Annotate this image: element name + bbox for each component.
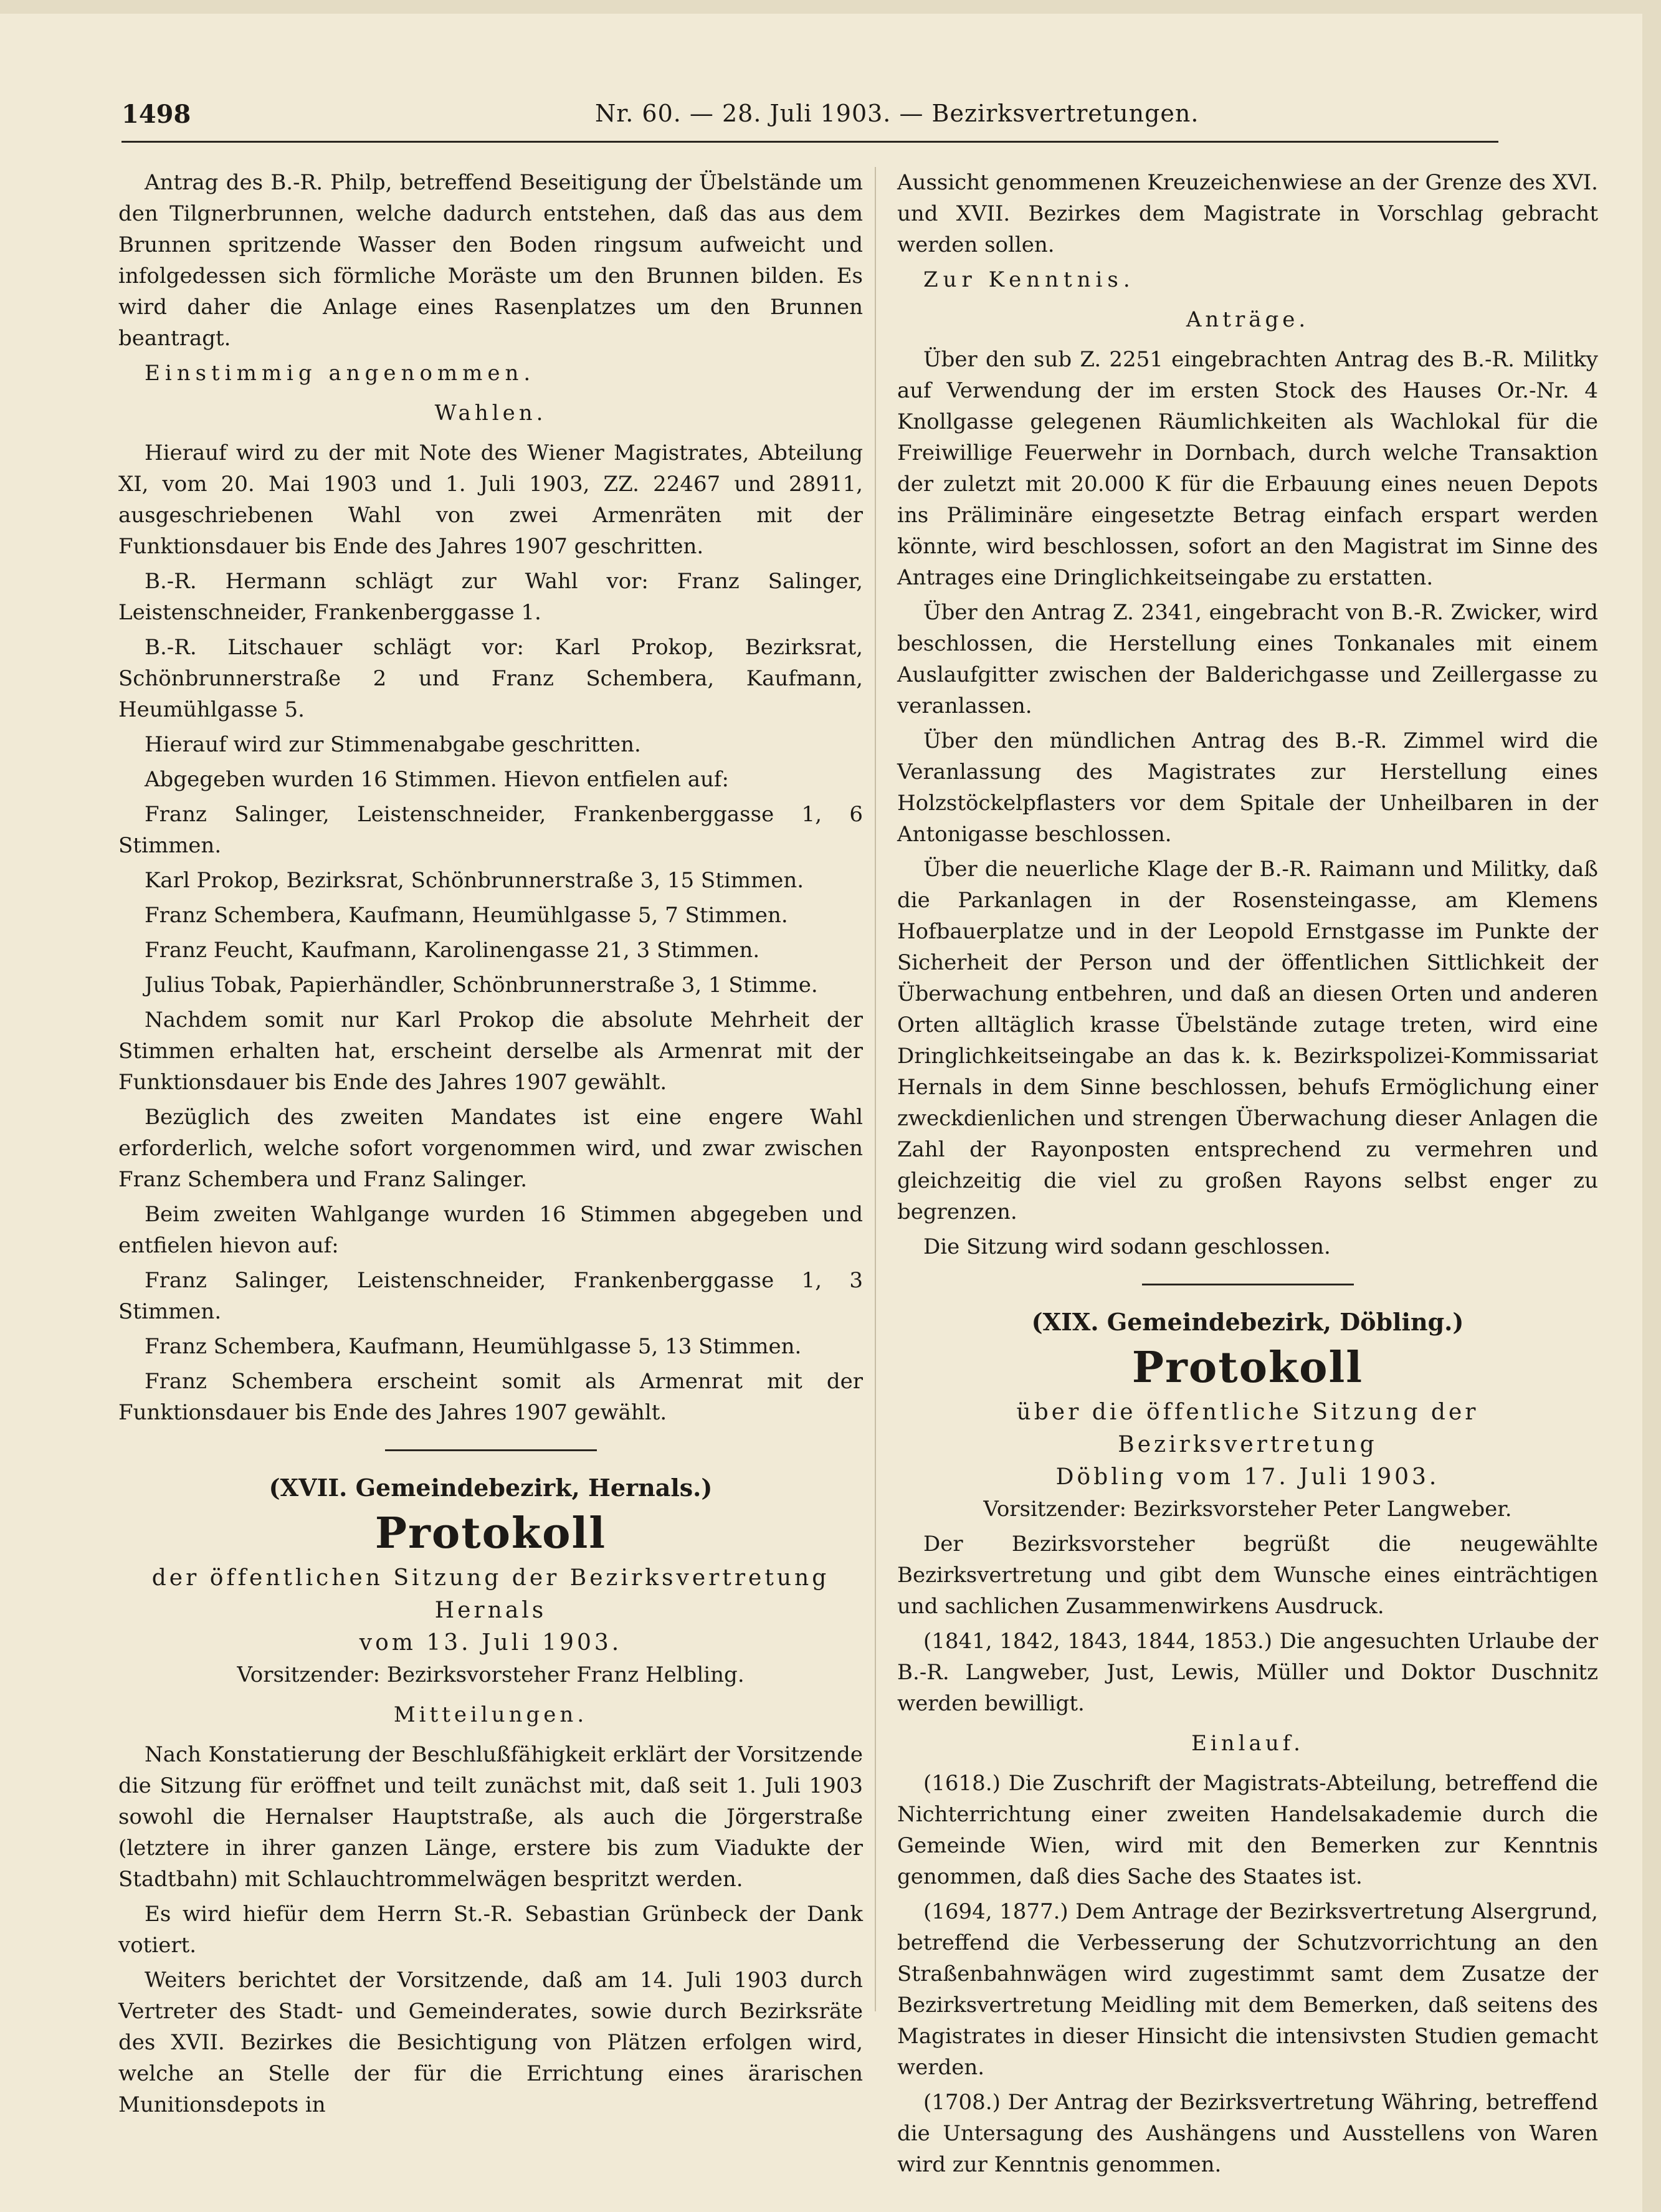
protocol-date: Döbling vom 17. Juli 1903. [1055, 1464, 1440, 1490]
section-separator [1142, 1284, 1354, 1285]
paragraph: (1841, 1842, 1843, 1844, 1853.) Die angesuchten Urlaube der B.-R. Langweber, Just, Lewis, Müller und Doktor Duschnitz werden bewilligt. [897, 1629, 1598, 1716]
resolution-line: Einstimmig angenommen. [145, 361, 536, 386]
paragraph: (1694, 1877.) Dem Antrage der Bezirksvertretung Alsergrund, betreffend die Verbesserung der Schutzvorrichtung an den Straßenbahnwägen wird zugestimmt samt dem Zusatze der Bezirksvertretung Meidling mit dem Bemerken, daß seitens des Magistrates in dieser Hinsicht die intensivsten Studien gemacht werden. [897, 1899, 1598, 2080]
paragraph: Über den mündlichen Antrag des B.-R. Zimmel wird die Veranlassung des Magistrates zur Herstellung eines Holzstöckelpflasters vor dem Spitale der Unheilbaren in der Antonigasse beschlossen. [897, 728, 1598, 847]
paragraph: Über den Antrag Z. 2341, eingebracht von B.-R. Zwicker, wird beschlossen, die Herstellung eines Tonkanales mit einem Auslaufgitter zwischen der Balderichgasse und Zeillergasse zu veranlassen. [897, 600, 1598, 718]
page-header [121, 100, 1498, 137]
paragraph: (1708.) Der Antrag der Bezirksvertretung Währing, betreffend die Untersagung des Aushängens und Ausstellens von Waren wird zur Kenntnis genommen. [897, 2090, 1598, 2177]
protocol-subtitle: der öffentlichen Sitzung der Bezirksvertretung Hernals [151, 1565, 830, 1623]
vote-result: Franz Schembera, Kaufmann, Heumühlgasse 5, 13 Stimmen. [145, 1334, 802, 1359]
paragraph: Über den sub Z. 2251 eingebrachten Antrag des B.-R. Militky auf Verwendung der im ersten Stock des Hauses Or.-Nr. 4 Knollgasse gelegenen Räumlichkeiten als Wachlokal für die Freiwillige Feuerwehr in Dornbach, durch welche Transaktion der zuletzt mit 20.000 K für die Erbauung eines neuen Depots ins Präliminäre eingesetzte Betrag einfach erspart werden könnte, wird beschlossen, sofort an den Magistrat im Sinne des Antrages eine Dringlichkeitseingabe zu erstatten. [897, 347, 1598, 590]
protocol-date: vom 13. Juli 1903. [359, 1630, 622, 1656]
section-heading-antraege: Anträge. [1186, 307, 1310, 332]
paragraph: Hierauf wird zur Stimmenabgabe geschritten. [145, 732, 641, 757]
paragraph: B.-R. Litschauer schlägt vor: Karl Prokop, Bezirksrat, Schönbrunnerstraße 2 und Franz Schembera, Kaufmann, Heumühlgasse 5. [118, 635, 863, 722]
paragraph: Franz Schembera erscheint somit als Armenrat mit der Funktionsdauer bis Ende des Jahres 1907 gewählt. [118, 1369, 863, 1425]
district-heading-xvii: (XVII. Gemeindebezirk, Hernals.) [269, 1474, 713, 1502]
district-heading-xix: (XIX. Gemeindebezirk, Döbling.) [1031, 1308, 1464, 1336]
section-heading-wahlen: Wahlen. [434, 401, 547, 426]
paragraph: B.-R. Hermann schlägt zur Wahl vor: Franz Salinger, Leistenschneider, Frankenberggasse 1. [118, 569, 863, 625]
right-column [897, 167, 1598, 2184]
protocol-title: Protokoll [1131, 1343, 1364, 1393]
left-column [118, 167, 863, 2124]
vote-result: Franz Feucht, Kaufmann, Karolinengasse 21, 3 Stimmen. [145, 938, 760, 963]
scan-border-right [1642, 0, 1661, 2212]
running-head: Nr. 60. — 28. Juli 1903. — Bezirksvertretungen. [595, 100, 1199, 127]
chairperson-line: Vorsitzender: Bezirksvorsteher Franz Helbling. [237, 1662, 745, 1687]
paragraph: Der Bezirksvorsteher begrüßt die neugewählte Bezirksvertretung und gibt dem Wunsche eines einträchtigen und sachlichen Zusammenwirkens Ausdruck. [897, 1532, 1598, 1619]
paragraph: Nachdem somit nur Karl Prokop die absolute Mehrheit der Stimmen erhalten hat, erscheint derselbe als Armenrat mit der Funktionsdauer bis Ende des Jahres 1907 gewählt. [118, 1008, 863, 1095]
protocol-subtitle: über die öffentliche Sitzung der Bezirksvertretung [1016, 1399, 1479, 1457]
paragraph: Abgegeben wurden 16 Stimmen. Hievon entfielen auf: [145, 767, 729, 792]
paragraph: Nach Konstatierung der Beschlußfähigkeit erklärt der Vorsitzende die Sitzung für eröffnet und teilt zunächst mit, daß seit 1. Juli 1903 sowohl die Hernalser Hauptstraße, als auch die Jörgerstraße (letztere in ihrer ganzen Länge, erstere bis zum Viadukte der Stadtbahn) mit Schlauchtrommelwägen bespritzt werden. [118, 1742, 863, 1892]
header-rule [121, 141, 1498, 143]
paragraph: Bezüglich des zweiten Mandates ist eine engere Wahl erforderlich, welche sofort vorgenommen wird, und zwar zwischen Franz Schembera und Franz Salinger. [118, 1105, 863, 1192]
paragraph: Beim zweiten Wahlgange wurden 16 Stimmen abgegeben und entfielen hievon auf: [118, 1202, 863, 1258]
paragraph: Antrag des B.-R. Philp, betreffend Beseitigung der Übelstände um den Tilgnerbrunnen, welche dadurch entstehen, daß das aus dem Brunnen spritzende Wasser den Boden ringsum aufweicht und infolgedessen sich förmliche Moräste um den Brunnen bilden. Es wird daher die Anlage eines Rasenplatzes um den Brunnen beantragt. [118, 170, 863, 351]
paragraph: Es wird hiefür dem Herrn St.-R. Sebastian Grünbeck der Dank votiert. [118, 1902, 863, 1958]
paragraph: (1618.) Die Zuschrift der Magistrats-Abteilung, betreffend die Nichterrichtung einer zweiten Handelsakademie durch die Gemeinde Wien, wird mit den Bemerken zur Kenntnis genommen, daß dies Sache des Staates ist. [897, 1771, 1598, 1889]
resolution-line: Zur Kenntnis. [923, 267, 1135, 292]
section-heading-einlauf: Einlauf. [1191, 1731, 1304, 1756]
paragraph: Hierauf wird zu der mit Note des Wiener Magistrates, Abteilung XI, vom 20. Mai 1903 und 1. Juli 1903, ZZ. 22467 und 28911, ausgeschriebenen Wahl von zwei Armenräten mit der Funktionsdauer bis Ende des Jahres 1907 geschritten. [118, 441, 863, 559]
paragraph: Die Sitzung wird sodann geschlossen. [923, 1234, 1331, 1259]
vote-result: Karl Prokop, Bezirksrat, Schönbrunnerstraße 3, 15 Stimmen. [145, 868, 804, 893]
column-divider [875, 167, 876, 2011]
chairperson-line: Vorsitzender: Bezirksvorsteher Peter Langweber. [983, 1497, 1512, 1522]
vote-result: Franz Salinger, Leistenschneider, Frankenberggasse 1, 6 Stimmen. [118, 802, 863, 858]
vote-result: Franz Salinger, Leistenschneider, Frankenberggasse 1, 3 Stimmen. [118, 1268, 863, 1324]
paragraph: Aussicht genommenen Kreuzeichenwiese an der Grenze des XVI. und XVII. Bezirkes dem Magistrate in Vorschlag gebracht werden sollen. [897, 170, 1598, 257]
paragraph: Über die neuerliche Klage der B.-R. Raimann und Militky, daß die Parkanlagen in der Rosensteingasse, am Klemens Hofbauerplatze und in der Leopold Ernstgasse im Punkte der Sicherheit der Person und der öffentlichen Sittlichkeit der Überwachung entbehren, und daß an diesen Orten und anderen Orten alltäglich krasse Übelstände zutage treten, wird eine Dringlichkeitseingabe an das k. k. Bezirkspolizei-Kommissariat Hernals in dem Sinne beschlossen, behufs Ermöglichung einer zweckdienlichen und strengen Überwachung dieser Anlagen die Zahl der Rayonposten entsprechend zu vermehren und gleichzeitig die viel zu großen Rayons selbst enger zu begrenzen. [897, 857, 1598, 1224]
paragraph: Weiters berichtet der Vorsitzende, daß am 14. Juli 1903 durch Vertreter des Stadt- und Gemeinderates, sowie durch Bezirksräte des XVII. Bezirkes die Besichtigung von Plätzen erfolgen wird, welche an Stelle der für die Errichtung eines ärarischen Munitionsdepots in [118, 1968, 863, 2117]
page-number: 1498 [121, 100, 191, 129]
scan-border-top [0, 0, 1661, 14]
section-separator [385, 1449, 597, 1451]
protocol-title: Protokoll [374, 1509, 607, 1558]
vote-result: Julius Tobak, Papierhändler, Schönbrunnerstraße 3, 1 Stimme. [145, 973, 818, 998]
vote-result: Franz Schembera, Kaufmann, Heumühlgasse 5, 7 Stimmen. [145, 903, 788, 928]
section-heading-mitteilungen: Mitteilungen. [393, 1702, 588, 1727]
